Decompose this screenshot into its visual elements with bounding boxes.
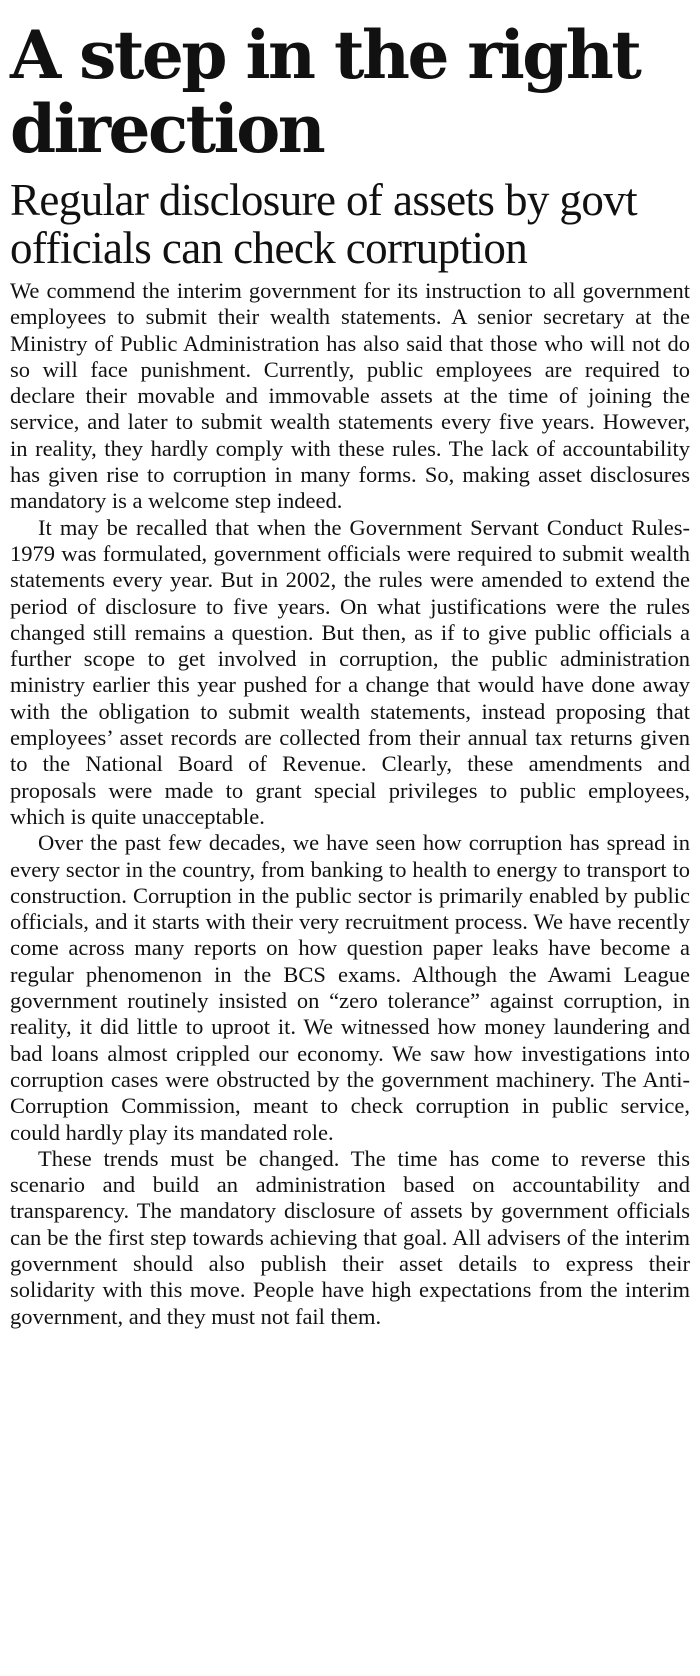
paragraph-3: Over the past few decades, we have seen how corruption has spread in every sector in the country, from banking to health to energy to transport to construction. Corruption in the public sector is primarily enabled by public officials, and it starts with their very recruitment process. We have recently come across many reports on how question paper leaks have become a regular phenomenon in the BCS exams. Although the Awami League government routinely insisted on “zero tolerance” against corruption, in reality, it did little to uproot it. We witnessed how money laundering and bad loans almost crippled our economy. We saw how investigations into corruption cases were obstructed by the government machinery. The Anti-Corruption Commission, meant to check corruption in public service, could hardly play its mandated role.: [10, 830, 690, 1145]
headline: A step in the right direction: [10, 16, 640, 168]
paragraph-4: These trends must be changed. The time has come to reverse this scenario and build an administration based on accountability and transparency. The mandatory disclosure of assets by government officials can be the first step towards achieving that goal. All advisers of the interim government should also publish their asset details to express their solidarity with this move. People have high expectations from the interim government, and they must not fail them.: [10, 1145, 690, 1329]
article-body: [10, 278, 690, 1330]
subheadline: Regular disclosure of assets by govt officials can check corruption: [10, 175, 638, 273]
paragraph-2: It may be recalled that when the Government Servant Conduct Rules-1979 was formulated, government officials were required to submit wealth statements every year. But in 2002, the rules were amended to extend the period of disclosure to five years. On what justifications were the rules changed still remains a question. But then, as if to give public officials a further scope to get involved in corruption, the public administration ministry earlier this year pushed for a change that would have done away with the obligation to submit wealth statements, instead proposing that employees’ asset records are collected from their annual tax returns given to the National Board of Revenue. Clearly, these amendments and proposals were made to grant special privileges to public employees, which is quite unacceptable.: [10, 514, 690, 829]
paragraph-1: We commend the interim government for its instruction to all government employees to submit their wealth statements. A senior secretary at the Ministry of Public Administration has also said that those who will not do so will face punishment. Currently, public employees are required to declare their movable and immovable assets at the time of joining the service, and later to submit wealth statements every five years. However, in reality, they hardly comply with these rules. The lack of accountability has given rise to corruption in many forms. So, making asset disclosures mandatory is a welcome step indeed.: [10, 278, 690, 514]
